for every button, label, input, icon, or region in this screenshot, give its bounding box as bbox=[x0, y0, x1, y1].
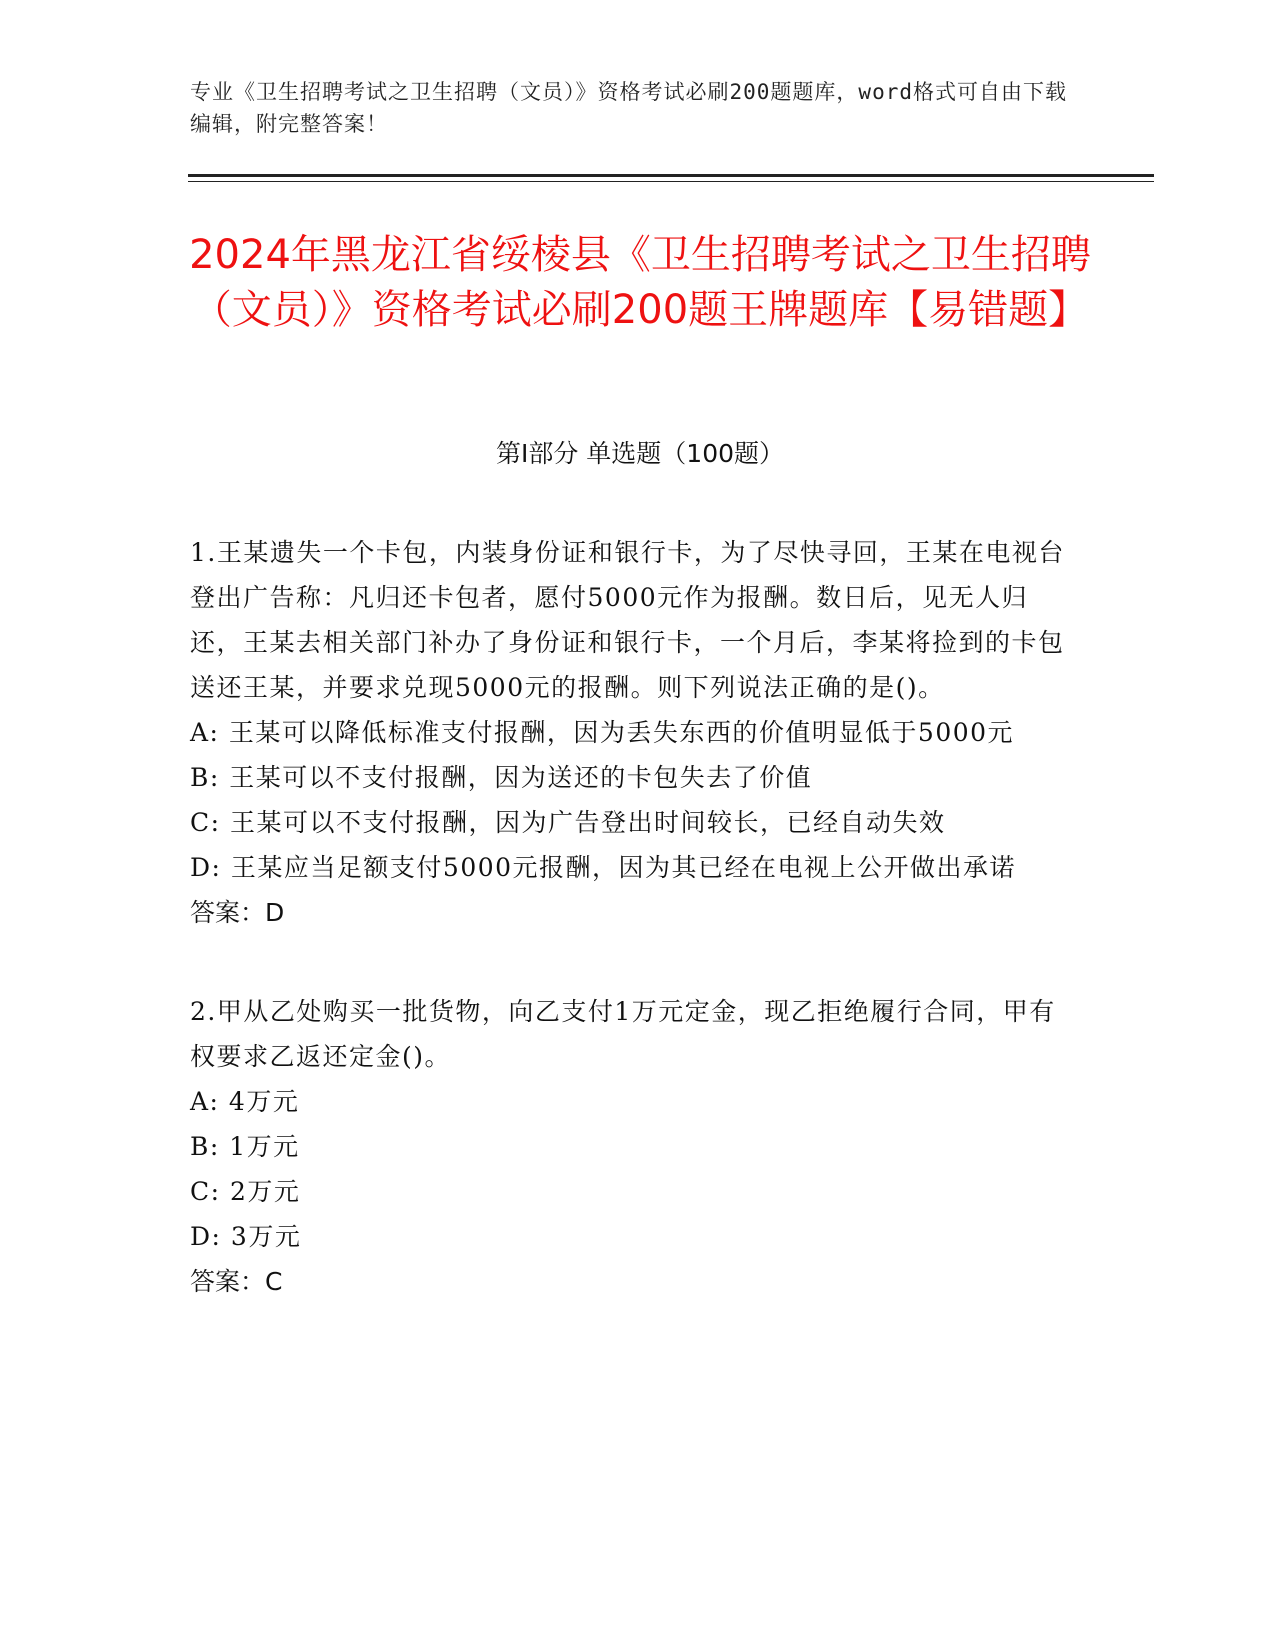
option-a: A: 4万元 bbox=[190, 1087, 300, 1116]
option-c: C: 王某可以不支付报酬，因为广告登出时间较长，已经自动失效 bbox=[190, 808, 946, 837]
question-2 bbox=[190, 989, 1080, 1304]
question-stem: 1.王某遗失一个卡包，内装身份证和银行卡，为了尽快寻回，王某在电视台登出广告称：凡归还卡包者，愿付5000元作为报酬。数日后，见无人归还，王某去相关部门补办了身份证和银行卡，一个月后，李某将捡到的卡包送还王某，并要求兑现5000元的报酬。则下列说法正确的是()。 bbox=[190, 538, 1065, 702]
answer: 答案：D bbox=[190, 898, 285, 927]
option-a: A: 王某可以降低标准支付报酬，因为丢失东西的价值明显低于5000元 bbox=[190, 718, 1015, 747]
question-stem: 2.甲从乙处购买一批货物，向乙支付1万元定金，现乙拒绝履行合同，甲有权要求乙返还定金()。 bbox=[190, 997, 1056, 1071]
option-d: D: 3万元 bbox=[190, 1222, 302, 1251]
section-title: 第Ⅰ部分 单选题（100题） bbox=[495, 439, 785, 468]
header-note: 专业《卫生招聘考试之卫生招聘（文员）》资格考试必刷200题题库，word格式可自由下载编辑，附完整答案！ bbox=[190, 80, 1067, 136]
option-b: B: 1万元 bbox=[190, 1132, 300, 1161]
document-title: 2024年黑龙江省绥棱县《卫生招聘考试之卫生招聘（文员）》资格考试必刷200题王牌题库【易错题】 bbox=[189, 232, 1091, 333]
question-1 bbox=[190, 530, 1080, 935]
option-d: D: 王某应当足额支付5000元报酬，因为其已经在电视上公开做出承诺 bbox=[190, 853, 1017, 882]
answer: 答案：C bbox=[190, 1267, 283, 1296]
option-b: B: 王某可以不支付报酬，因为送还的卡包失去了价值 bbox=[190, 763, 813, 792]
header-divider-thick bbox=[188, 174, 1154, 177]
header-divider-thin bbox=[188, 181, 1154, 182]
question-list bbox=[190, 530, 1080, 1358]
option-c: C: 2万元 bbox=[190, 1177, 301, 1206]
